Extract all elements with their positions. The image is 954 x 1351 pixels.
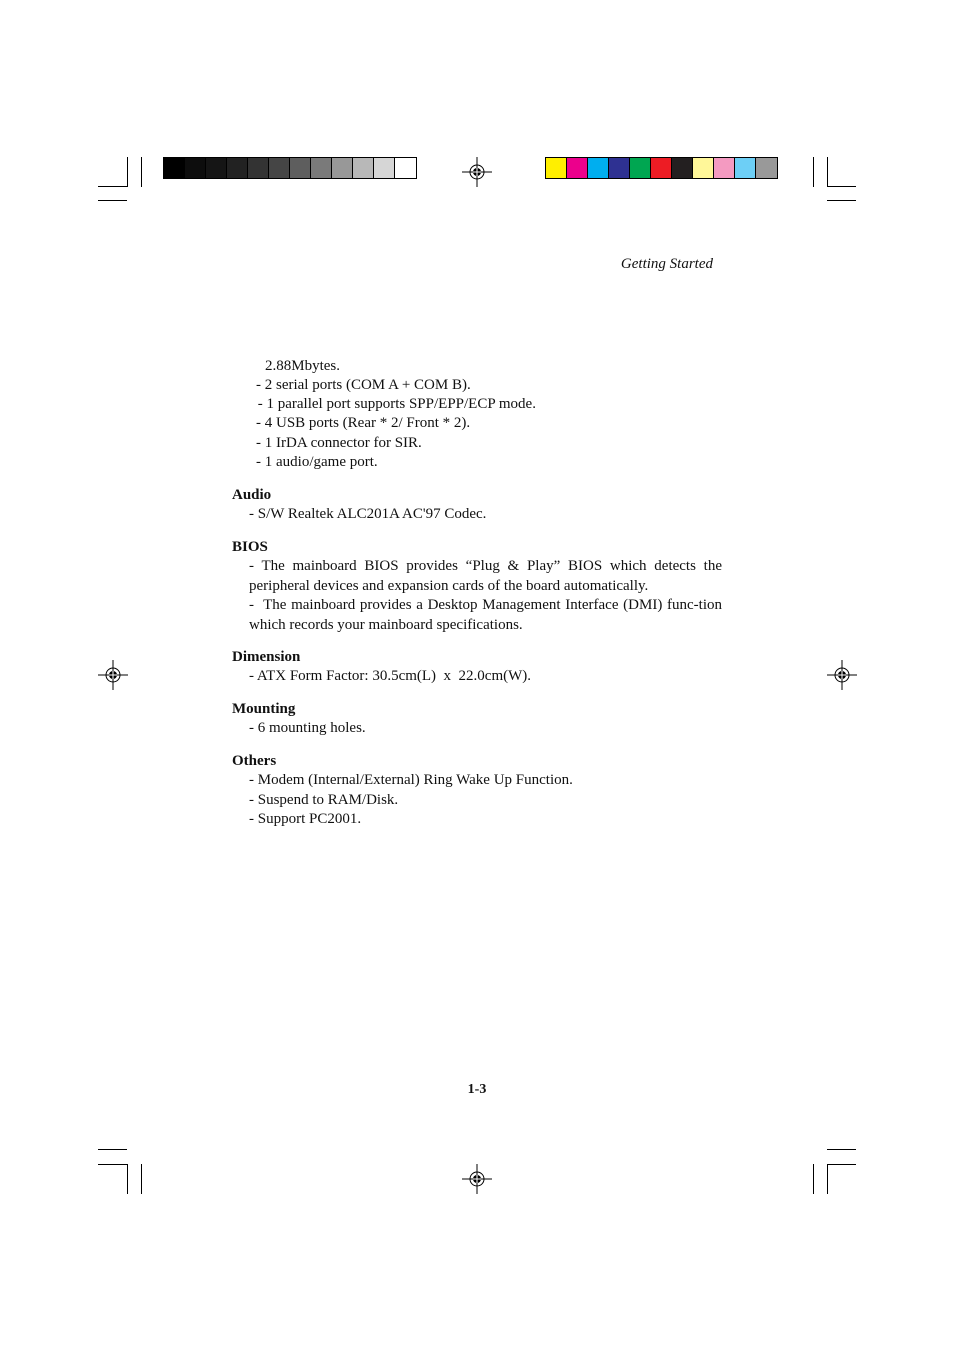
color-swatch (735, 158, 756, 178)
color-swatch (567, 158, 588, 178)
list-item: - ATX Form Factor: 30.5cm(L) x 22.0cm(W). (249, 668, 532, 684)
color-swatch (395, 158, 416, 178)
list-item: - 1 parallel port supports SPP/EPP/ECP mode. (254, 396, 536, 412)
list-item: - Modem (Internal/External) Ring Wake Up Function. (249, 772, 573, 788)
color-swatch (269, 158, 290, 178)
color-swatch (630, 158, 651, 178)
list-item: - Support PC2001. (249, 811, 362, 827)
color-swatch (672, 158, 693, 178)
section-heading-audio: Audio (232, 487, 272, 503)
crop-mark (813, 157, 814, 187)
section-heading-others: Others (232, 753, 277, 769)
color-swatch (546, 158, 567, 178)
registration-mark-icon (98, 660, 128, 690)
section-heading-dimension: Dimension (232, 649, 301, 665)
list-item: - 2 serial ports (COM A + COM B). (256, 377, 471, 393)
color-swatch (609, 158, 630, 178)
crop-mark (827, 1164, 828, 1194)
crop-mark (98, 1149, 127, 1150)
list-item: - 6 mounting holes. (249, 720, 366, 736)
list-item: - Suspend to RAM/Disk. (249, 792, 399, 808)
registration-mark-icon (827, 660, 857, 690)
crop-mark (98, 1164, 127, 1165)
color-swatch (164, 158, 185, 178)
crop-mark (127, 157, 128, 187)
running-header: Getting Started (620, 256, 713, 272)
crop-mark (827, 1149, 856, 1150)
color-swatch (206, 158, 227, 178)
list-item: - 1 IrDA connector for SIR. (256, 435, 422, 451)
list-item: 2.88Mbytes. (265, 358, 340, 374)
color-swatch (332, 158, 353, 178)
section-heading-mounting: Mounting (232, 701, 296, 717)
color-swatch (290, 158, 311, 178)
registration-mark-icon (462, 1164, 492, 1194)
color-swatch (311, 158, 332, 178)
crop-mark (827, 1164, 856, 1165)
color-swatch (248, 158, 269, 178)
crop-mark (827, 200, 856, 201)
color-swatch (374, 158, 395, 178)
color-swatch (227, 158, 248, 178)
color-swatch (693, 158, 714, 178)
crop-mark (827, 157, 828, 187)
grayscale-color-bar (163, 157, 417, 179)
list-item: - 1 audio/game port. (256, 454, 378, 470)
bios-paragraph: - The mainboard BIOS provides “Plug & Play” BIOS which detects the peripheral devices and expansion cards of the board automatically. (249, 558, 722, 594)
section-heading-bios: BIOS (232, 539, 268, 555)
crop-mark (827, 186, 856, 187)
registration-mark-icon (462, 157, 492, 187)
crop-mark (813, 1164, 814, 1194)
crop-mark (98, 200, 127, 201)
crop-mark (127, 1164, 128, 1194)
list-item: - S/W Realtek ALC201A AC'97 Codec. (249, 506, 487, 522)
cmyk-color-bar (545, 157, 778, 179)
color-swatch (756, 158, 777, 178)
crop-mark (98, 186, 127, 187)
color-swatch (588, 158, 609, 178)
list-item: - 4 USB ports (Rear * 2/ Front * 2). (256, 415, 471, 431)
bios-paragraph: - The mainboard provides a Desktop Management Interface (DMI) func-tion which records your mainboard specifications. (249, 597, 726, 633)
color-swatch (714, 158, 735, 178)
crop-mark (141, 157, 142, 187)
page-number: 1-3 (467, 1082, 487, 1097)
crop-mark (141, 1164, 142, 1194)
color-swatch (353, 158, 374, 178)
color-swatch (185, 158, 206, 178)
color-swatch (651, 158, 672, 178)
